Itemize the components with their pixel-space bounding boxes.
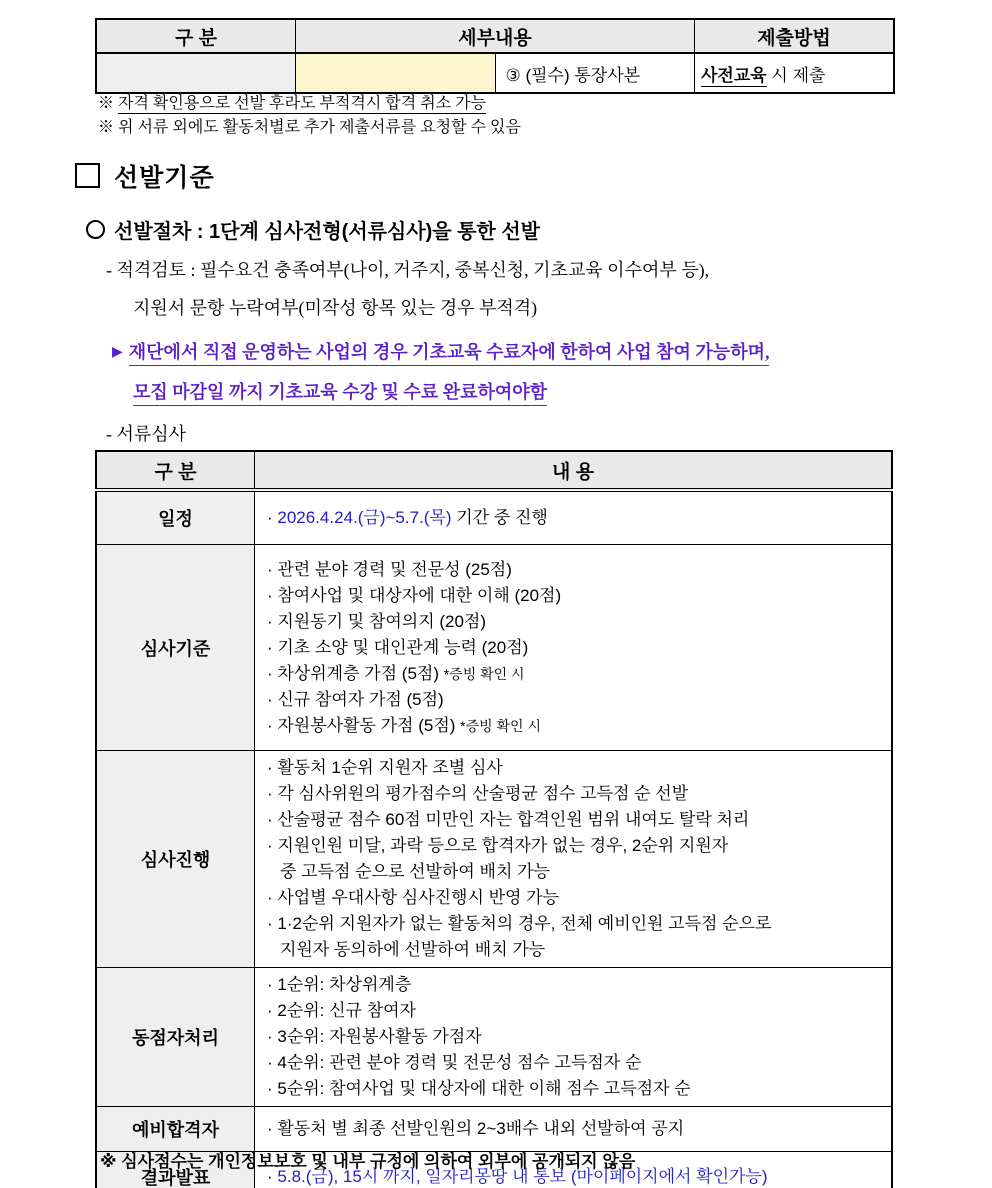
method-rest-text: 시 제출 — [766, 65, 826, 85]
text-segment: · 신규 참여자 가점 (5점) — [267, 689, 444, 709]
highlight-cell-empty — [296, 53, 496, 93]
submission-table-row — [96, 53, 894, 93]
procedure-heading-text: 선발절차 : 1단계 심사전형(서류심사)을 통한 선발 — [114, 221, 540, 243]
eligibility-check-line1: - 적격검토 : 필수요건 충족여부(나이, 거주지, 중복신청, 기초교육 이수여부 등), — [106, 260, 710, 280]
row-content — [255, 968, 893, 1107]
note2-text: 위 서류 외에도 활동처별로 추가 제출서류를 요청할 수 있음 — [118, 119, 521, 136]
content-line — [267, 1116, 887, 1142]
review-table-body — [96, 490, 892, 1188]
row-label: 심사기준 — [96, 545, 255, 751]
text-segment: · 차상위계층 가점 (5점) — [267, 663, 444, 683]
procedure-heading — [86, 215, 540, 244]
content-line — [267, 1024, 887, 1050]
text-segment: · 관련 분야 경력 및 전문성 (25점) — [267, 559, 512, 579]
content-line — [267, 661, 887, 687]
header-kubun: 구 분 — [96, 19, 296, 53]
row-content — [255, 751, 893, 968]
note-line-2 — [98, 116, 521, 140]
kubun-cell-empty — [96, 53, 296, 93]
text-segment: · 4순위: 관련 분야 경력 및 전문성 점수 고득점자 순 — [267, 1053, 642, 1072]
header-detail: 세부내용 — [296, 19, 695, 53]
text-segment: *증빙 확인 시 — [460, 717, 541, 734]
foundation-notice-text1: 재단에서 직접 운영하는 사업의 경우 기초교육 수료자에 한하여 사업 참여 가능하며, — [129, 342, 770, 366]
row-label: 심사진행 — [96, 751, 255, 968]
content-line — [267, 859, 887, 885]
text-segment: · 자원봉사활동 가점 (5점) — [267, 715, 461, 735]
table-row — [96, 751, 892, 968]
content-line — [267, 911, 887, 937]
section-title — [75, 158, 215, 194]
text-segment: · 활동처 1순위 지원자 조별 심사 — [267, 758, 503, 777]
square-bullet-icon — [75, 163, 100, 188]
table-row — [96, 968, 892, 1107]
content-line — [267, 755, 887, 781]
content-line — [267, 687, 887, 713]
arrow-bullet-icon: ▶ — [112, 345, 123, 360]
text-segment: · 사업별 우대사항 심사진행시 반영 가능 — [267, 888, 560, 907]
text-segment: 지원자 동의하에 선발하여 배치 가능 — [280, 940, 546, 959]
text-segment: · 3순위: 자원봉사활동 가점자 — [267, 1027, 482, 1046]
content-line — [267, 557, 887, 583]
text-segment: · 5순위: 참여사업 및 대상자에 대한 이해 점수 고득점자 순 — [267, 1079, 691, 1098]
content-line — [267, 635, 887, 661]
note2-marker: ※ — [98, 119, 115, 136]
text-segment: 중 고득점 순으로 선발하여 배치 가능 — [280, 862, 550, 881]
privacy-footnote: ※ 심사점수는 개인정보보호 및 내부 규정에 의하여 외부에 공개되지 않음 — [100, 1152, 636, 1171]
table-row — [96, 490, 892, 545]
row-content — [255, 545, 893, 751]
document-review-label: - 서류심사 — [106, 424, 187, 444]
content-line — [267, 1050, 887, 1076]
section-title-text: 선발기준 — [114, 164, 215, 192]
content-line — [267, 937, 887, 963]
note-line-1 — [98, 92, 521, 116]
text-segment: · 지원인원 미달, 과락 등으로 합격자가 없는 경우, 2순위 지원자 — [267, 836, 729, 855]
content-line — [267, 972, 887, 998]
text-segment: · 1·2순위 지원자가 없는 활동처의 경우, 전체 예비인원 고득점 순으로 — [267, 914, 772, 933]
eligibility-check-line2: 지원서 문항 누락여부(미작성 항목 있는 경우 부적격) — [133, 298, 538, 318]
row-label: 동점자처리 — [96, 968, 255, 1107]
highlighted-text: 2026.4.24.(금)~5.7.(목) — [277, 508, 452, 527]
foundation-notice-text2: 모집 마감일 까지 기초교육 수강 및 수료 완료하여야함 — [133, 382, 547, 406]
content-line — [267, 1076, 887, 1102]
text-segment: · 활동처 별 최종 선발인원의 2~3배수 내외 선발하여 공지 — [267, 1119, 685, 1138]
content-line — [267, 833, 887, 859]
table-row — [96, 1107, 892, 1152]
row-label: 일정 — [96, 490, 255, 545]
text-segment: · 참여사업 및 대상자에 대한 이해 (20점) — [267, 585, 562, 605]
note1-text: 자격 확인용으로 선발 후라도 부적격시 합격 취소 가능 — [118, 95, 487, 112]
detail-cell: ③ (필수) 통장사본 — [495, 53, 695, 93]
text-segment: · — [267, 1167, 278, 1186]
content-line — [267, 609, 887, 635]
row-label: 예비합격자 — [96, 1107, 255, 1152]
method-underlined-text: 사전교육 — [701, 65, 767, 85]
text-segment: · 1순위: 차상위계층 — [267, 975, 412, 994]
text-segment: · 각 심사위원의 평가점수의 산술평균 점수 고득점 순 선발 — [267, 784, 689, 803]
highlighted-text: 5.8.(금), 15시 까지, 일자리몽땅 내 통보 (마이페이지에서 확인가능) — [277, 1167, 768, 1186]
review-table — [95, 450, 893, 1188]
note1-marker: ※ — [98, 95, 115, 112]
submission-notes — [98, 92, 521, 140]
text-segment: · — [267, 508, 278, 527]
text-segment: · 지원동기 및 참여의지 (20점) — [267, 611, 487, 631]
header-method: 제출방법 — [695, 19, 895, 53]
content-line — [267, 713, 887, 739]
text-segment: 기간 중 진행 — [451, 508, 548, 527]
text-segment: *증빙 확인 시 — [443, 665, 525, 682]
table-row — [96, 545, 892, 751]
row-label: 결과발표 — [96, 1152, 255, 1188]
text-segment: · 2순위: 신규 참여자 — [267, 1001, 416, 1020]
content-line — [267, 885, 887, 911]
text-segment: · 기초 소양 및 대인관계 능력 (20점) — [267, 637, 529, 657]
content-line — [267, 583, 887, 609]
review-header-content: 내 용 — [255, 451, 893, 490]
text-segment: · 산술평균 점수 60점 미만인 자는 합격인원 범위 내여도 탈락 처리 — [267, 810, 750, 829]
content-line — [267, 807, 887, 833]
method-cell — [695, 53, 895, 93]
circle-bullet-icon — [86, 220, 105, 239]
submission-table-header-row — [96, 19, 894, 53]
row-content — [255, 490, 893, 545]
content-line — [267, 781, 887, 807]
content-line — [267, 505, 887, 531]
foundation-notice-line1 — [112, 338, 769, 364]
foundation-notice-line2 — [133, 378, 547, 404]
review-table-header-row — [96, 451, 892, 490]
content-line — [267, 998, 887, 1024]
review-header-kubun: 구 분 — [96, 451, 255, 490]
row-content — [255, 1107, 893, 1152]
submission-table — [95, 18, 895, 94]
